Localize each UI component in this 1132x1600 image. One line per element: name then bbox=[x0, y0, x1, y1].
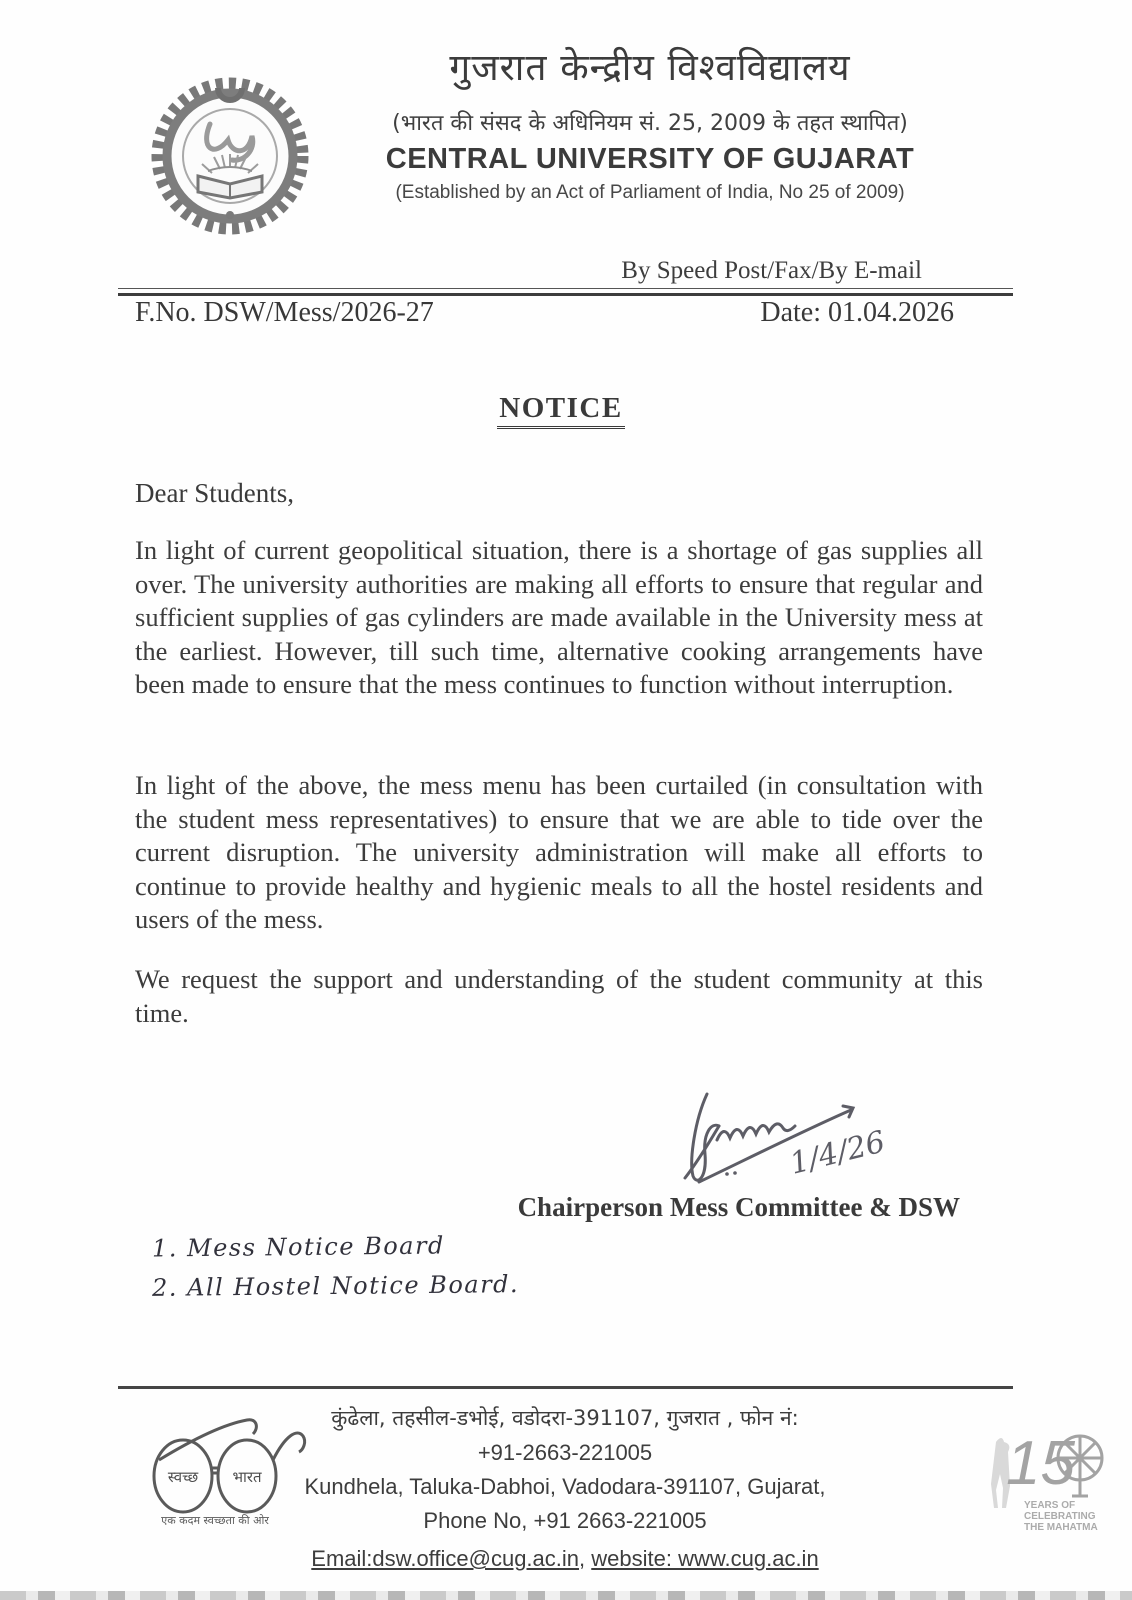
letterhead bbox=[300, 45, 1000, 204]
footer-phone-1: +91-2663-221005 bbox=[477, 1440, 653, 1465]
notice-paragraph-2: In light of the above, the mess menu has been curtailed (in consultation with the student mess representatives) to ensure that we are able to tide over the current disruption. The university administration will make all efforts to continue to provide healthy and hygienic meals to all the hostel residents and users of the mess. bbox=[135, 770, 983, 935]
university-title-hindi: गुजरात केन्द्रीय विश्वविद्यालय bbox=[449, 46, 851, 89]
footer-links-line bbox=[275, 1546, 855, 1572]
swachh-right-lens-text: भारत bbox=[232, 1468, 262, 1486]
letter-date: Date: 01.04.2026 bbox=[760, 297, 954, 328]
footer-address-block bbox=[275, 1396, 855, 1572]
salutation: Dear Students, bbox=[135, 478, 294, 508]
mahatma-caption-3: THE MAHATMA bbox=[1024, 1522, 1098, 1533]
links-separator: , bbox=[579, 1546, 592, 1571]
notice-paragraph-3: We request the support and understanding of the student community at this time. bbox=[135, 964, 983, 1028]
university-title-english: CENTRAL UNIVERSITY OF GUJARAT bbox=[385, 143, 915, 176]
header-divider bbox=[118, 288, 1013, 296]
notice-heading-text: NOTICE bbox=[497, 392, 624, 429]
university-emblem-icon bbox=[148, 72, 313, 240]
footer-phone-2: Phone No, +91 2663-221005 bbox=[423, 1508, 707, 1533]
notice-heading bbox=[0, 392, 1122, 425]
university-subtitle-english: (Established by an Act of Parliament of India, No 25 of 2009) bbox=[395, 182, 905, 204]
signature-date: 1/4/26 bbox=[786, 1124, 889, 1182]
mahatma-number: 15 bbox=[1006, 1429, 1075, 1498]
swachh-tagline: एक कदम स्वच्छता की ओर bbox=[161, 1514, 269, 1527]
footer-address-hindi: कुंढेला, तहसील-डभोई, वडोदरा-391107, गुजरात , फोन नं: bbox=[331, 1406, 799, 1430]
distribution-item-2: 2. All Hostel Notice Board. bbox=[151, 1270, 520, 1302]
email-link[interactable]: Email:dsw.office@cug.ac.in bbox=[311, 1546, 580, 1571]
scan-artifact-strip bbox=[0, 1591, 1132, 1600]
university-subtitle-hindi: (भारत की संसद के अधिनियम सं. 25, 2009 के तहत स्थापित) bbox=[392, 111, 908, 137]
signature-icon bbox=[655, 1082, 905, 1202]
file-number: F.No. DSW/Mess/2026-27 bbox=[135, 297, 434, 328]
mahatma-150-years-logo-icon bbox=[982, 1412, 1112, 1537]
distribution-item-1: 1. Mess Notice Board bbox=[151, 1231, 445, 1263]
signatory-designation: Chairperson Mess Committee & DSW bbox=[517, 1192, 960, 1222]
mahatma-caption-1: YEARS OF bbox=[1024, 1500, 1076, 1511]
mahatma-caption-2: CELEBRATING bbox=[1024, 1511, 1096, 1522]
website-link[interactable]: website: www.cug.ac.in bbox=[591, 1546, 819, 1571]
delivery-mode-label: By Speed Post/Fax/By E-mail bbox=[621, 257, 922, 284]
swachh-left-lens-text: स्वच्छ bbox=[167, 1468, 199, 1486]
notice-paragraph-1: In light of current geopolitical situation, there is a shortage of gas supplies all over. The university authorities are making all efforts to ensure that regular and sufficient supplies of gas cylinders are made available in the University mess at the earliest. However, till such time, alternative cooking arrangements have been made to ensure that the mess continues to function without interruption. bbox=[135, 535, 983, 700]
footer-divider bbox=[118, 1386, 1013, 1389]
footer-address-english: Kundhela, Taluka-Dabhoi, Vadodara-391107, Gujarat, bbox=[304, 1474, 826, 1499]
